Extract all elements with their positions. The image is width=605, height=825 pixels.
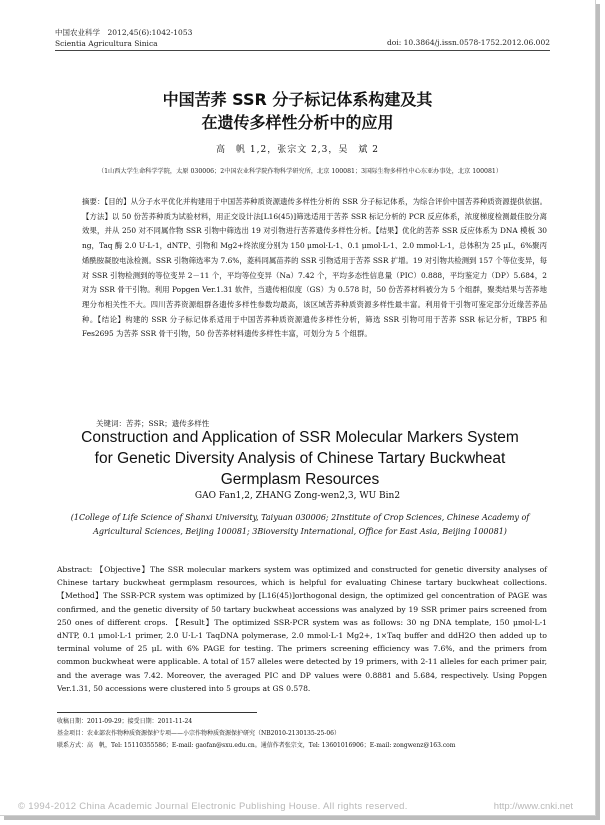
en-title bbox=[20, 427, 580, 490]
en-authors: GAO Fan1,2, ZHANG Zong-wen2,3, WU Bin2 bbox=[194, 491, 401, 501]
cn-affiliation: （1山西大学生命科学学院，太原 030006；2中国农业科学院作物科学研究所，北京 100081；3国际生物多样性中心东亚办事处，北京 100081） bbox=[97, 168, 503, 175]
doi: doi: 10.3864/j.issn.0578-1752.2012.06.002 bbox=[387, 38, 550, 47]
footnote-received: 收稿日期：2011-09-29；接受日期：2011-11-24 bbox=[57, 718, 193, 725]
footnote-contact: 联系方式：高 帆，Tel: 15110355586；E-mail: gaofan@sxu.edu.cn。通信作者张宗文，Tel: 13601016906；E-mail: zongwenz@163.com bbox=[57, 742, 456, 749]
journal-cn: 中国农业科学 2012,45(6):1042-1053 bbox=[55, 28, 193, 37]
en-affiliation: (1College of Life Science of Shanxi University, Taiyuan 030006; 2Institute of Crop Sciences, Chinese Academy of Agricultural Sciences, Beijing 100081; 3Bioversity International, Office for East Asia, Beijing 100081) bbox=[70, 513, 530, 536]
en-title-line3: Germplasm Resources bbox=[220, 471, 380, 488]
en-abstract: Abstract: 【Objective】The SSR molecular markers system was optimized and constructed for genetic diversity analyses of Chinese tartary buckwheat germplasm resources, which is helpful for evaluating Chinese tartary buckwheat collections. 【Method】The SSR-PCR system was optimized by [L16(45)]orthogonal design, the optimized gel concentration of PAGE was confirmed, and the genetic diversity of 50 tartary buckwheat accessions was analyzed by 19 SSR primer pairs screened from 250 ones of different crops. 【Result】The optimized SSR-PCR system was as follows: 30 ng DNA template, 150 μmol·L-1 dNTP, 0.1 μmol·L-1 primer, 2.0 U·L-1 TaqDNA polymerase, 2.0 mmol·L-1 Mg2+, 1×Taq buffer and ddH2O then added up to terminal volume of 25 μL with 6% PAGE for testing. The primers screening efficiency was 7.6%, and the primers from common buckwheat were applicable. A total of 157 alleles were detected by 19 primers, with 2-11 alleles for each primer pair, and the average was 7.42. Moreover, the averaged PIC and DP values were 0.8881 and 5.684, respectively. Using Popgen Ver.1.31, 50 accessions were clustered into 5 groups at GS 0.578. bbox=[57, 565, 547, 693]
cn-title-line1: 中国苦荞 SSR 分子标记体系构建及其 bbox=[162, 90, 433, 109]
footnotes bbox=[57, 716, 547, 752]
journal-en: Scientia Agricultura Sinica bbox=[55, 39, 158, 48]
cn-keywords: 关键词：苦荞；SSR；遗传多样性 bbox=[96, 419, 210, 428]
footnote-rule bbox=[57, 712, 257, 713]
journal-header bbox=[55, 27, 192, 49]
cn-authors: 高 帆 1,2，张宗文 2,3，吴 斌 2 bbox=[216, 145, 379, 155]
copyright-notice: © 1994-2012 China Academic Journal Electronic Publishing House. All rights reserved. bbox=[18, 801, 408, 812]
cn-title-line2: 在遗传多样性分析中的应用 bbox=[201, 113, 394, 132]
en-title-line2: for Genetic Diversity Analysis of Chinese Tartary Buckwheat bbox=[94, 450, 506, 467]
cn-abstract: 摘要：【目的】从分子水平优化并构建用于中国苦荞种质资源遗传多样性分析的 SSR 分子标记体系，为综合评价中国苦荞种质资源提供依据。【方法】以 50 份苦荞种质为试验材料，用正交设计法[L16(45)]筛选适用于苦荞 SSR 标记分析的 PCR 反应体系，浓度梯度检测最佳胶分离效果，并从 250 对不同属作物 SSR 引物中筛选出 19 对引物进行苦荞遗传多样性分析。【结果】优化的苦荞 SSR 反应体系为 DNA 模板 30 ng，Taq 酶 2.0 U·L-1，dNTP、引物和 Mg2+终浓度分别为 150 μmol·L-1、0.1 μmol·L-1、2.0 mmol·L-1，总体积为 25 μL，6%聚丙烯酰胺凝胶电泳检测。SSR 引物筛选率为 7.6%，菱科同属苗荞的 SSR 引物适用于苦荞 SSR 扩增。19 对引物共检测到 157 个等位变异，每对 SSR 引物检测到的等位变异 2－11 个，平均等位变异（Na）7.42 个，平均多态性信息量（PIC）0.888，平均鉴定力（DP）5.684，2 对为 SSR 骨干引物。利用 Popgen Ver.1.31 软件，当遗传相似度（GS）为 0.578 时，50 份苦荞材料被分为 5 个组群，聚类结果与苦荞地理分布相关性不大。四川苦荞资源组群各遗传多样性参数均最高，该区域苦荞种质资源多样性最丰富。利用骨干引物可鉴定部分近缘苦荞品种。【结论】构建的 SSR 分子标记体系适用于中国苦荞种质资源遗传多样性分析，筛选 SSR 引物可用于苦荞 SSR 标记分析，TBP5 和 Fes2695 为苦荞 SSR 骨干引物，50 份苦荞材料遗传多样性丰富，可划分为 5 个组群。 bbox=[82, 197, 547, 339]
cn-title bbox=[0, 88, 595, 134]
footnote-funding: 基金项目：农业部农作物种质资源保护专项——小宗作物种质资源保护研究（NB2010-2130135-25-06） bbox=[57, 730, 341, 737]
cnki-url[interactable]: http://www.cnki.net bbox=[493, 801, 573, 812]
header-rule bbox=[55, 50, 550, 51]
en-title-line1: Construction and Application of SSR Molecular Markers System bbox=[81, 429, 519, 446]
